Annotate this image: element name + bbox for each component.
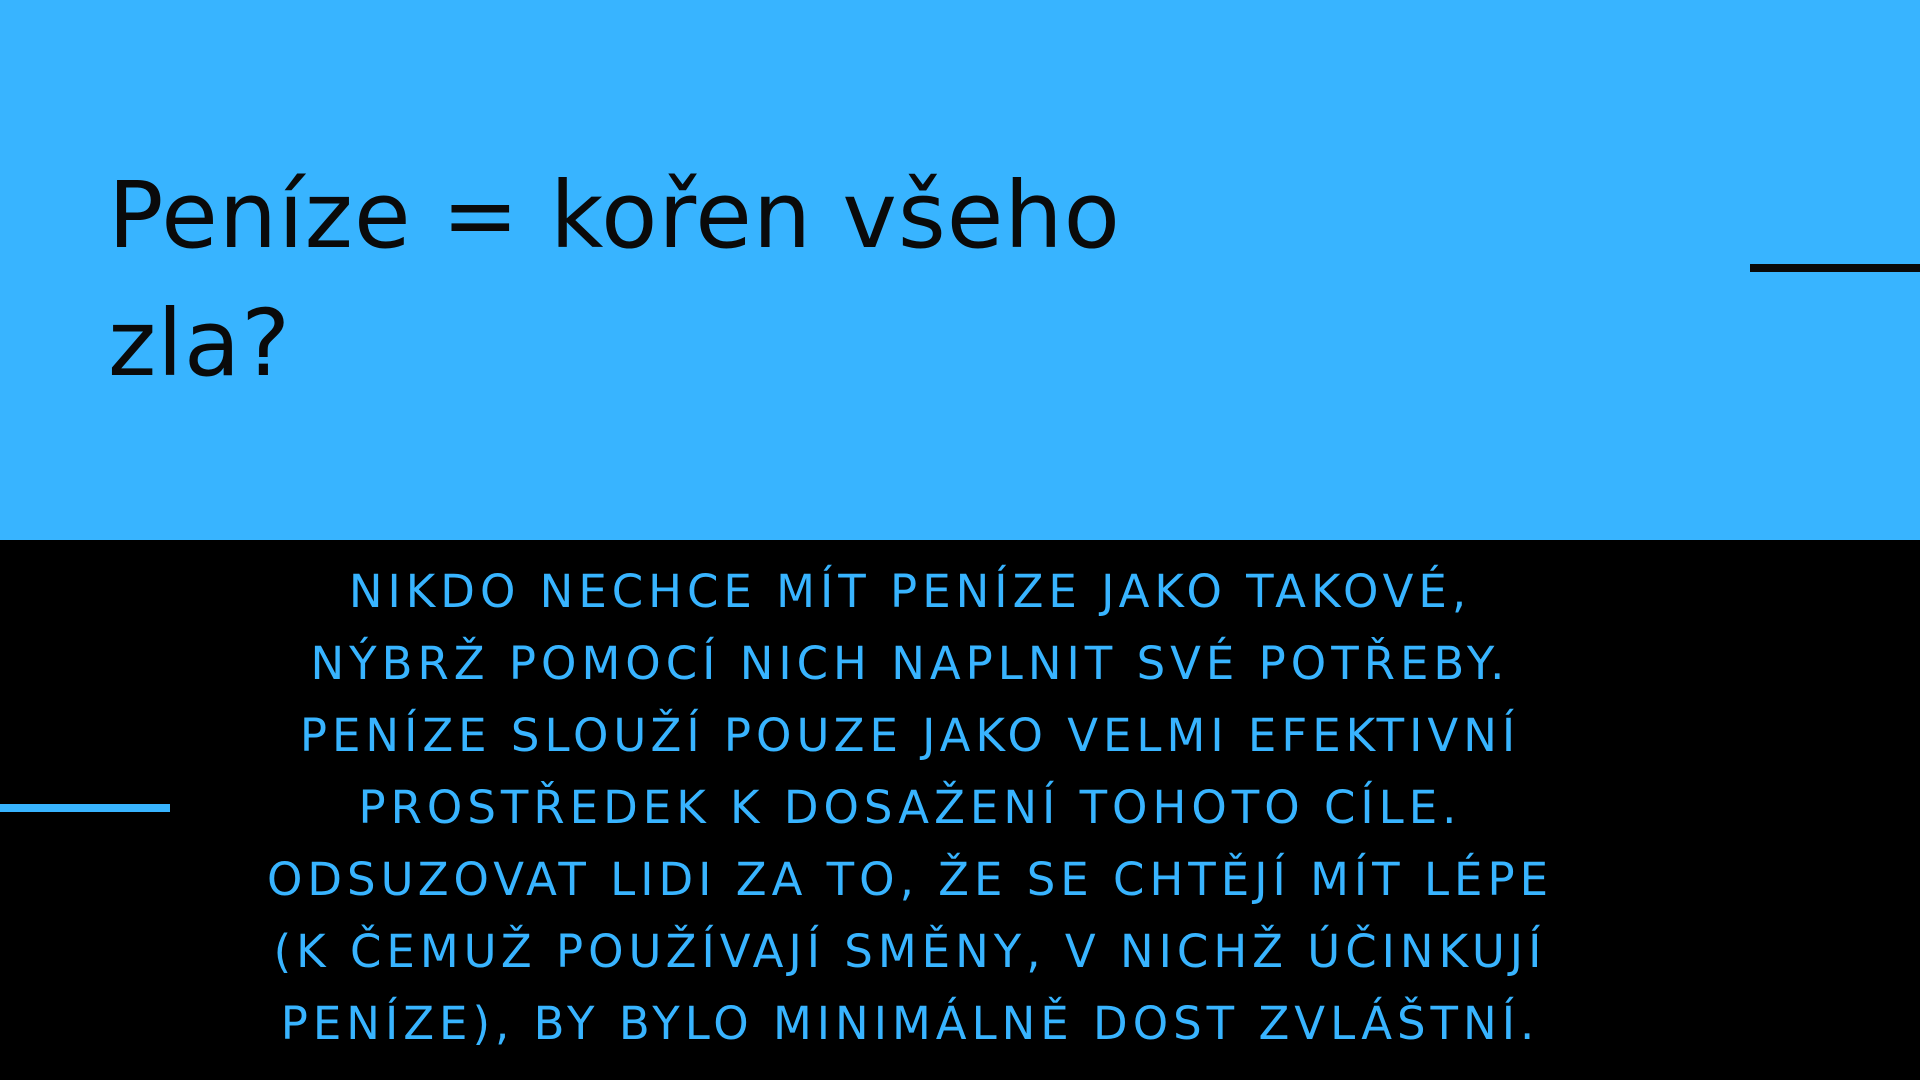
body-line: NÝBRŽ POMOCÍ NICH NAPLNIT SVÉ POTŘEBY. <box>310 637 1510 690</box>
body-line: NIKDO NECHCE MÍT PENÍZE JAKO TAKOVÉ, <box>348 565 1472 618</box>
accent-line-top <box>1750 264 1920 272</box>
slide-title-line-1: Peníze = kořen všeho <box>108 162 1121 269</box>
body-paragraph <box>260 556 1560 1060</box>
body-line: PENÍZE SLOUŽÍ POUZE JAKO VELMI EFEKTIVNÍ <box>299 709 1521 762</box>
slide-title <box>108 152 1288 408</box>
body-line: ODSUZOVAT LIDI ZA TO, ŽE SE CHTĚJÍ MÍT LÉPE <box>266 853 1554 906</box>
slide-title-line-2: zla? <box>108 290 292 397</box>
body-line: (K ČEMUŽ POUŽÍVAJÍ SMĚNY, V NICHŽ ÚČINKUJÍ <box>273 925 1547 978</box>
body-line: PROSTŘEDEK K DOSAŽENÍ TOHOTO CÍLE. <box>358 781 1462 834</box>
body-line: PENÍZE), BY BYLO MINIMÁLNĚ DOST ZVLÁŠTNÍ. <box>280 997 1540 1050</box>
accent-line-bottom <box>0 804 170 812</box>
